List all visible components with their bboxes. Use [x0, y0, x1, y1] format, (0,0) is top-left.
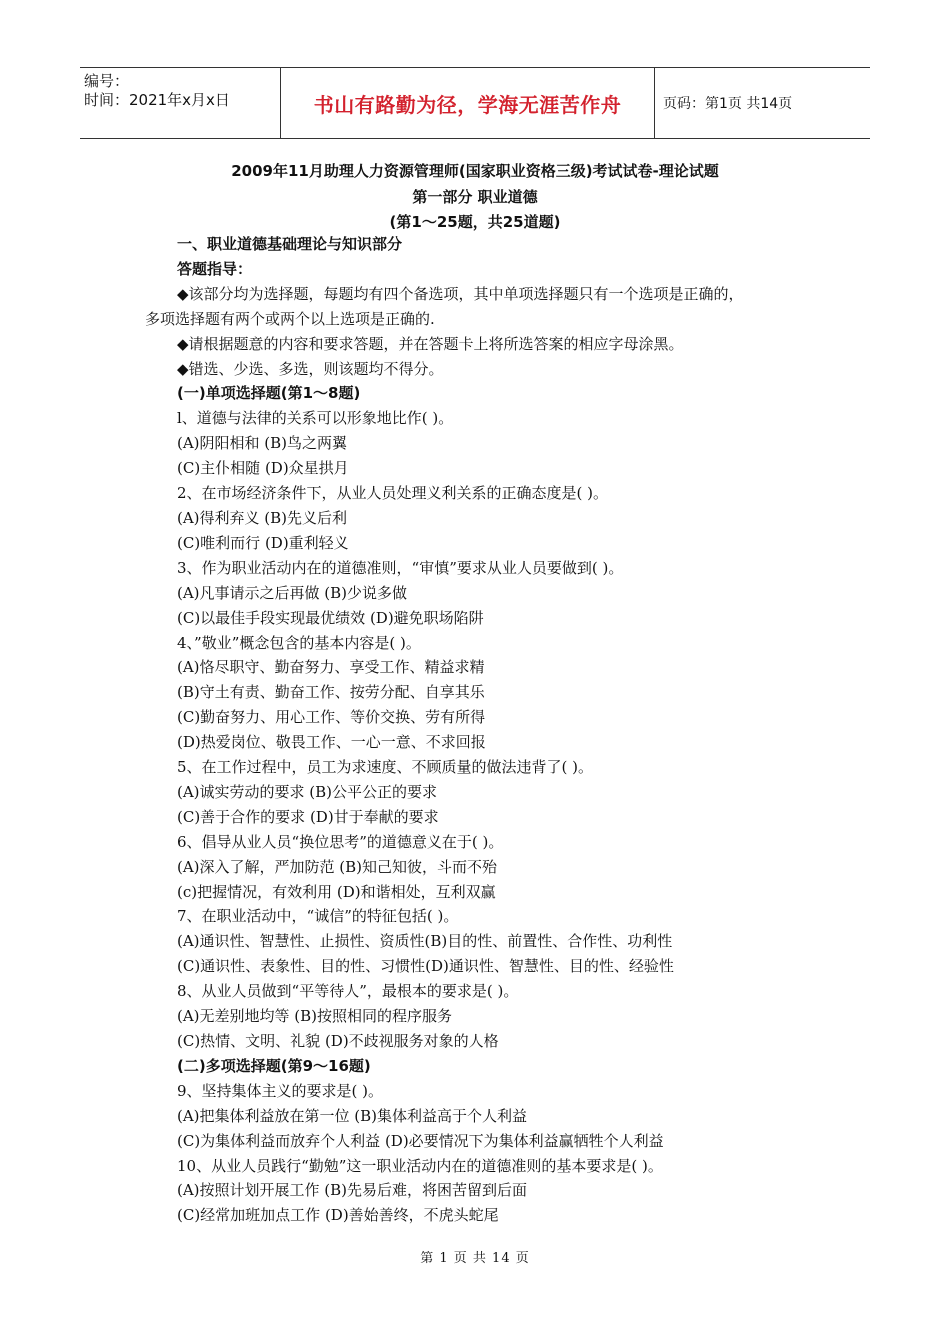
page-header: [80, 67, 870, 139]
question-option: (B)守土有责、勤奋工作、按劳分配、自享其乐: [177, 683, 485, 702]
guide-heading: 答题指导：: [177, 259, 253, 278]
question: 9、坚持集体主义的要求是( )。: [177, 1081, 384, 1100]
guide-item: ◆该部分均为选择题，每题均有四个备选项，其中单项选择题只有一个选项是正确的，: [177, 284, 744, 303]
guide-item: ◆请根据题意的内容和要求答题，并在答题卡上将所选答案的相应字母涂黑。: [177, 334, 684, 353]
question: 10、从业人员践行“勤勉”这一职业活动内在的道德准则的基本要求是( )。: [177, 1156, 663, 1175]
question-options: (A)通识性、智慧性、止损性、资质性(B)目的性、前置性、合作性、功利性: [177, 932, 673, 951]
question: 4、”敬业”概念包含的基本内容是( )。: [177, 633, 421, 652]
header-motto-cell: [280, 68, 655, 138]
header-page-number: 页码：第1页 共14页: [663, 96, 793, 112]
question-range: (第1～25题，共25道题): [389, 213, 561, 231]
question-options: (A)无差别地均等 (B)按照相同的程序服务: [177, 1007, 453, 1026]
question-options: (C)通识性、表象性、目的性、习惯性(D)通识性、智慧性、目的性、经验性: [177, 957, 674, 976]
question-options: (C)善于合作的要求 (D)甘于奉献的要求: [177, 807, 439, 826]
question-options: (C)以最佳手段实现最优绩效 (D)避免职场陷阱: [177, 608, 484, 627]
document-time-label: 时间：2021年x月x日: [84, 91, 230, 109]
question-option: (C)勤奋努力、用心工作、等价交换、劳有所得: [177, 708, 486, 727]
question-options: (A)得利弃义 (B)先义后利: [177, 508, 348, 527]
question: 2、在市场经济条件下，从业人员处理义利关系的正确态度是( )。: [177, 484, 609, 503]
question-options: (A)凡事请示之后再做 (B)少说多做: [177, 583, 408, 602]
page-footer: 第 1 页 共 14 页: [420, 1251, 530, 1266]
question: 8、从业人员做到“平等待人”，最根本的要求是( )。: [177, 982, 519, 1001]
question-option: (A)恪尽职守、勤奋努力、享受工作、精益求精: [177, 658, 485, 677]
question-options: (A)深入了解，严加防范 (B)知己知彼，斗而不殆: [177, 857, 498, 876]
question-options: (A)诚实劳动的要求 (B)公平公正的要求: [177, 782, 438, 801]
question: l、道德与法律的关系可以形象地比作( )。: [177, 409, 454, 428]
part-title: 第一部分 职业道德: [412, 188, 538, 206]
multiple-choice-heading: (二)多项选择题(第9～16题): [177, 1056, 371, 1075]
document-number-label: 编号：: [84, 72, 130, 90]
header-meta: [80, 68, 280, 138]
question-options: (C)唯利而行 (D)重利轻义: [177, 533, 349, 552]
header-motto: 书山有路勤为径，学海无涯苦作舟: [313, 92, 622, 117]
question-options: (C)为集体利益而放弃个人利益 (D)必要情况下为集体利益赢牺牲个人利益: [177, 1131, 664, 1150]
question-options: (A)把集体利益放在第一位 (B)集体利益高于个人利益: [177, 1106, 528, 1125]
question-options: (C)主仆相随 (D)众星拱月: [177, 459, 349, 478]
question-options: (C)经常加班加点工作 (D)善始善终，不虎头蛇尾: [177, 1206, 499, 1225]
section-heading: 一、职业道德基础理论与知识部分: [177, 235, 403, 253]
exam-content: [145, 232, 835, 1228]
question-option: (D)热爱岗位、敬畏工作、一心一意、不求回报: [177, 733, 486, 752]
header-page-cell: [655, 68, 870, 138]
question-options: (c)把握情况，有效利用 (D)和谐相处，互利双赢: [177, 882, 496, 901]
question: 5、在工作过程中，员工为求速度、不顾质量的做法违背了( )。: [177, 758, 594, 777]
question-options: (A)阴阳相和 (B)鸟之两翼: [177, 434, 348, 453]
question: 7、在职业活动中，“诚信”的特征包括( )。: [177, 907, 459, 926]
single-choice-heading: (一)单项选择题(第1～8题): [177, 384, 361, 403]
question: 6、倡导从业人员“换位思考”的道德意义在于( )。: [177, 832, 504, 851]
question-options: (C)热情、文明、礼貌 (D)不歧视服务对象的人格: [177, 1032, 499, 1050]
question: 3、作为职业活动内在的道德准则，“审慎”要求从业人员要做到( )。: [177, 558, 624, 577]
question-options: (A)按照计划开展工作 (B)先易后难，将困苦留到后面: [177, 1181, 528, 1200]
guide-item-continued: 多项选择题有两个或两个以上选项是正确的.: [145, 309, 435, 328]
exam-title: 2009年11月助理人力资源管理师(国家职业资格三级)考试试卷-理论试题: [231, 162, 719, 180]
guide-item: ◆错选、少选、多选，则该题均不得分。: [177, 359, 444, 378]
